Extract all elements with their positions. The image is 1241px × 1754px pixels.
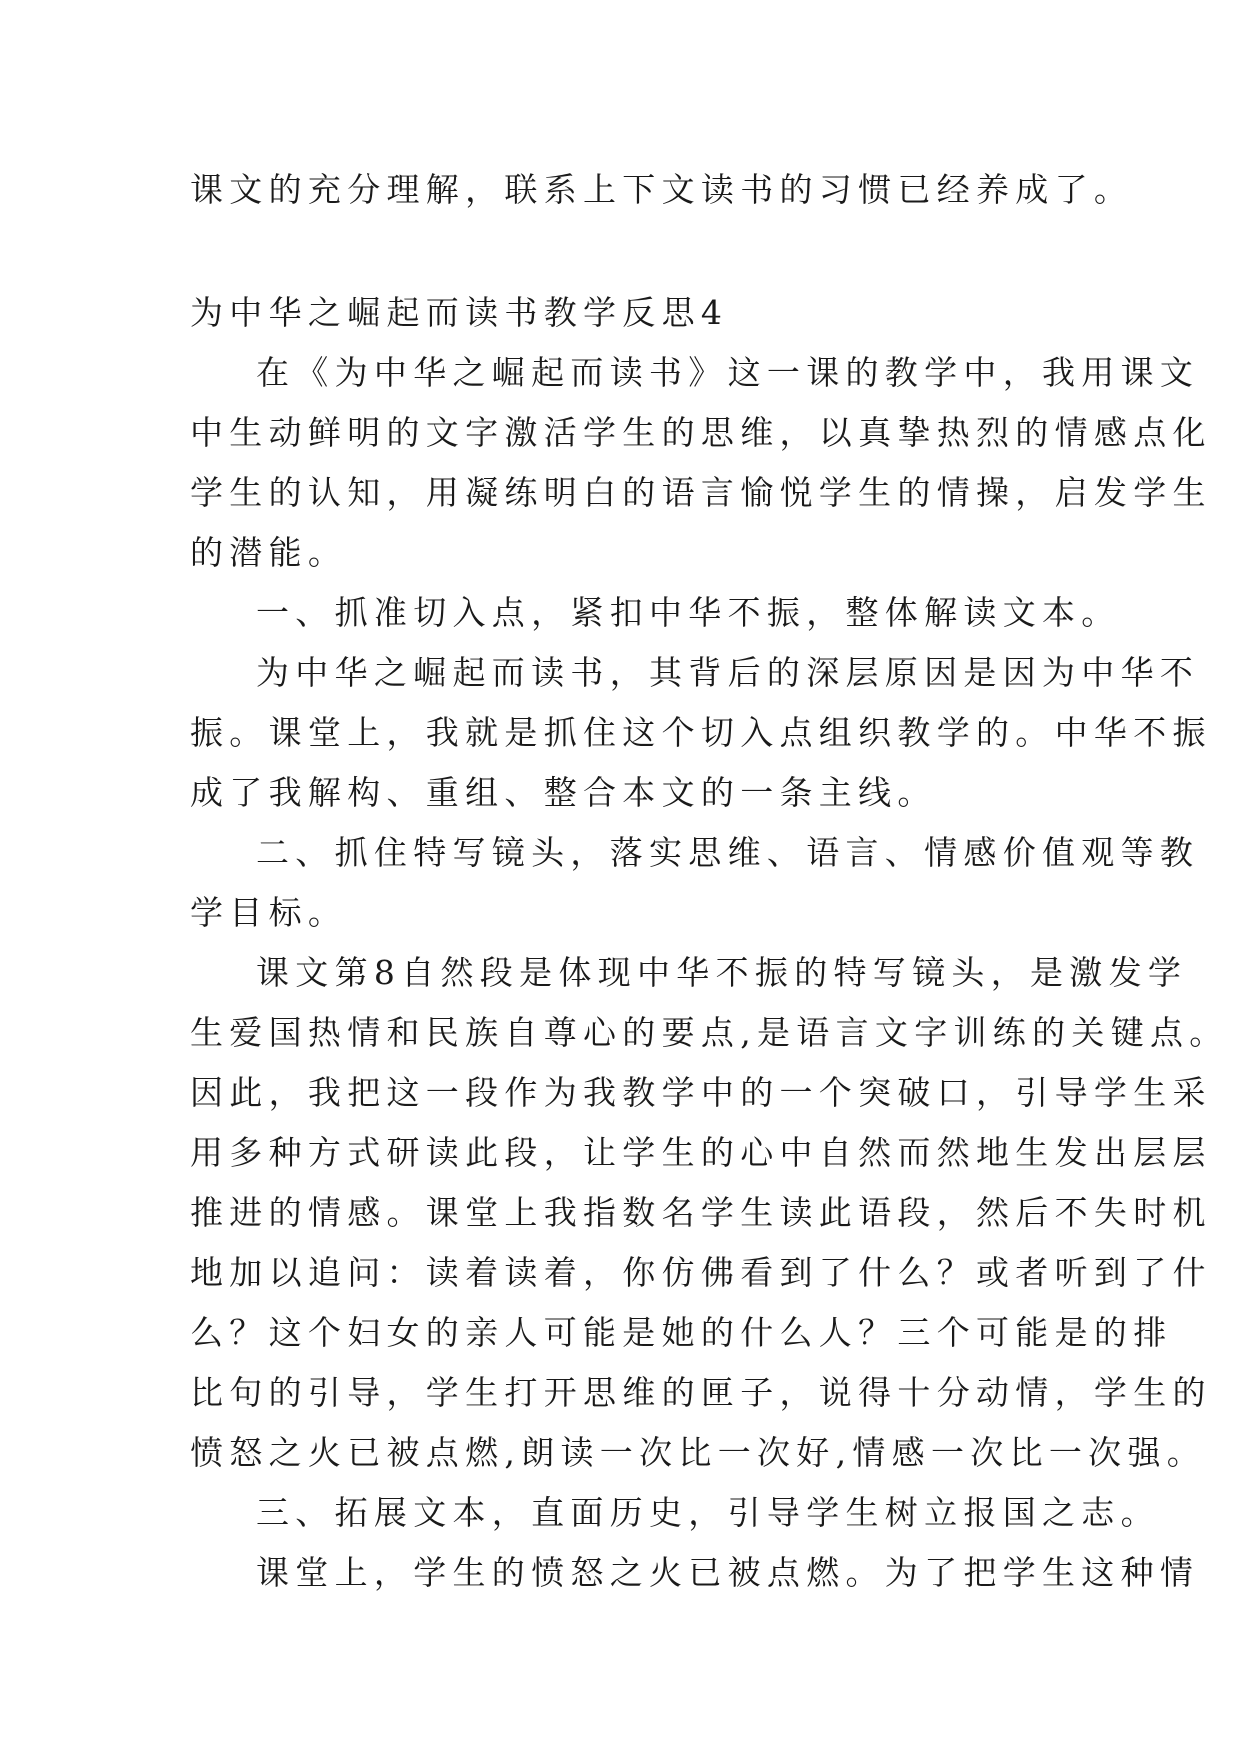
paragraph-line: 为中华之崛起而读书，其背后的深层原因是因为中华不 — [256, 653, 1200, 692]
paragraph-line: 用多种方式研读此段，让学生的心中自然而然地生发出层层 — [190, 1133, 1212, 1172]
section-heading: 为中华之崛起而读书教学反思4 — [190, 293, 729, 332]
paragraph-line: 三、拓展文本，直面历史，引导学生树立报国之志。 — [256, 1493, 1160, 1532]
document-body — [190, 160, 1229, 1603]
paragraph-line: 比句的引导，学生打开思维的匣子，说得十分动情，学生的 — [190, 1373, 1212, 1412]
paragraph-line: 推进的情感。课堂上我指数名学生读此语段，然后不失时机 — [190, 1193, 1212, 1232]
paragraph-line: 在《为中华之崛起而读书》这一课的教学中，我用课文 — [256, 353, 1200, 392]
paragraph-line: 学目标。 — [190, 893, 348, 932]
paragraph-line: 地加以追问：读着读着，你仿佛看到了什么？或者听到了什 — [190, 1253, 1212, 1292]
paragraph-gap — [190, 220, 1060, 283]
paragraph-line: 成了我解构、重组、整合本文的一条主线。 — [190, 773, 937, 812]
paragraph-line: 中生动鲜明的文字激活学生的思维，以真挚热烈的情感点化 — [190, 413, 1212, 452]
paragraph-line: 么？这个妇女的亲人可能是她的什么人？三个可能是的排 — [190, 1313, 1173, 1352]
paragraph-line: 课堂上，学生的愤怒之火已被点燃。为了把学生这种情 — [256, 1553, 1200, 1592]
paragraph-line: 二、抓住特写镜头，落实思维、语言、情感价值观等教 — [256, 833, 1200, 872]
paragraph-line: 愤怒之火已被点燃,朗读一次比一次好,情感一次比一次强。 — [190, 1433, 1207, 1472]
paragraph-line: 课文的充分理解，联系上下文读书的习惯已经养成了。 — [190, 170, 1134, 209]
paragraph-line: 因此，我把这一段作为我教学中的一个突破口，引导学生采 — [190, 1073, 1212, 1112]
paragraph-line: 一、抓准切入点，紧扣中华不振，整体解读文本。 — [256, 593, 1121, 632]
paragraph-line: 课文第8自然段是体现中华不振的特写镜头，是激发学 — [256, 953, 1188, 992]
paragraph-line: 的潜能。 — [190, 533, 348, 572]
paragraph-line: 振。课堂上，我就是抓住这个切入点组织教学的。中华不振 — [190, 713, 1212, 752]
paragraph-line: 学生的认知，用凝练明白的语言愉悦学生的情操，启发学生 — [190, 473, 1212, 512]
paragraph-line: 生爱国热情和民族自尊心的要点,是语言文字训练的关键点。 — [190, 1013, 1229, 1052]
